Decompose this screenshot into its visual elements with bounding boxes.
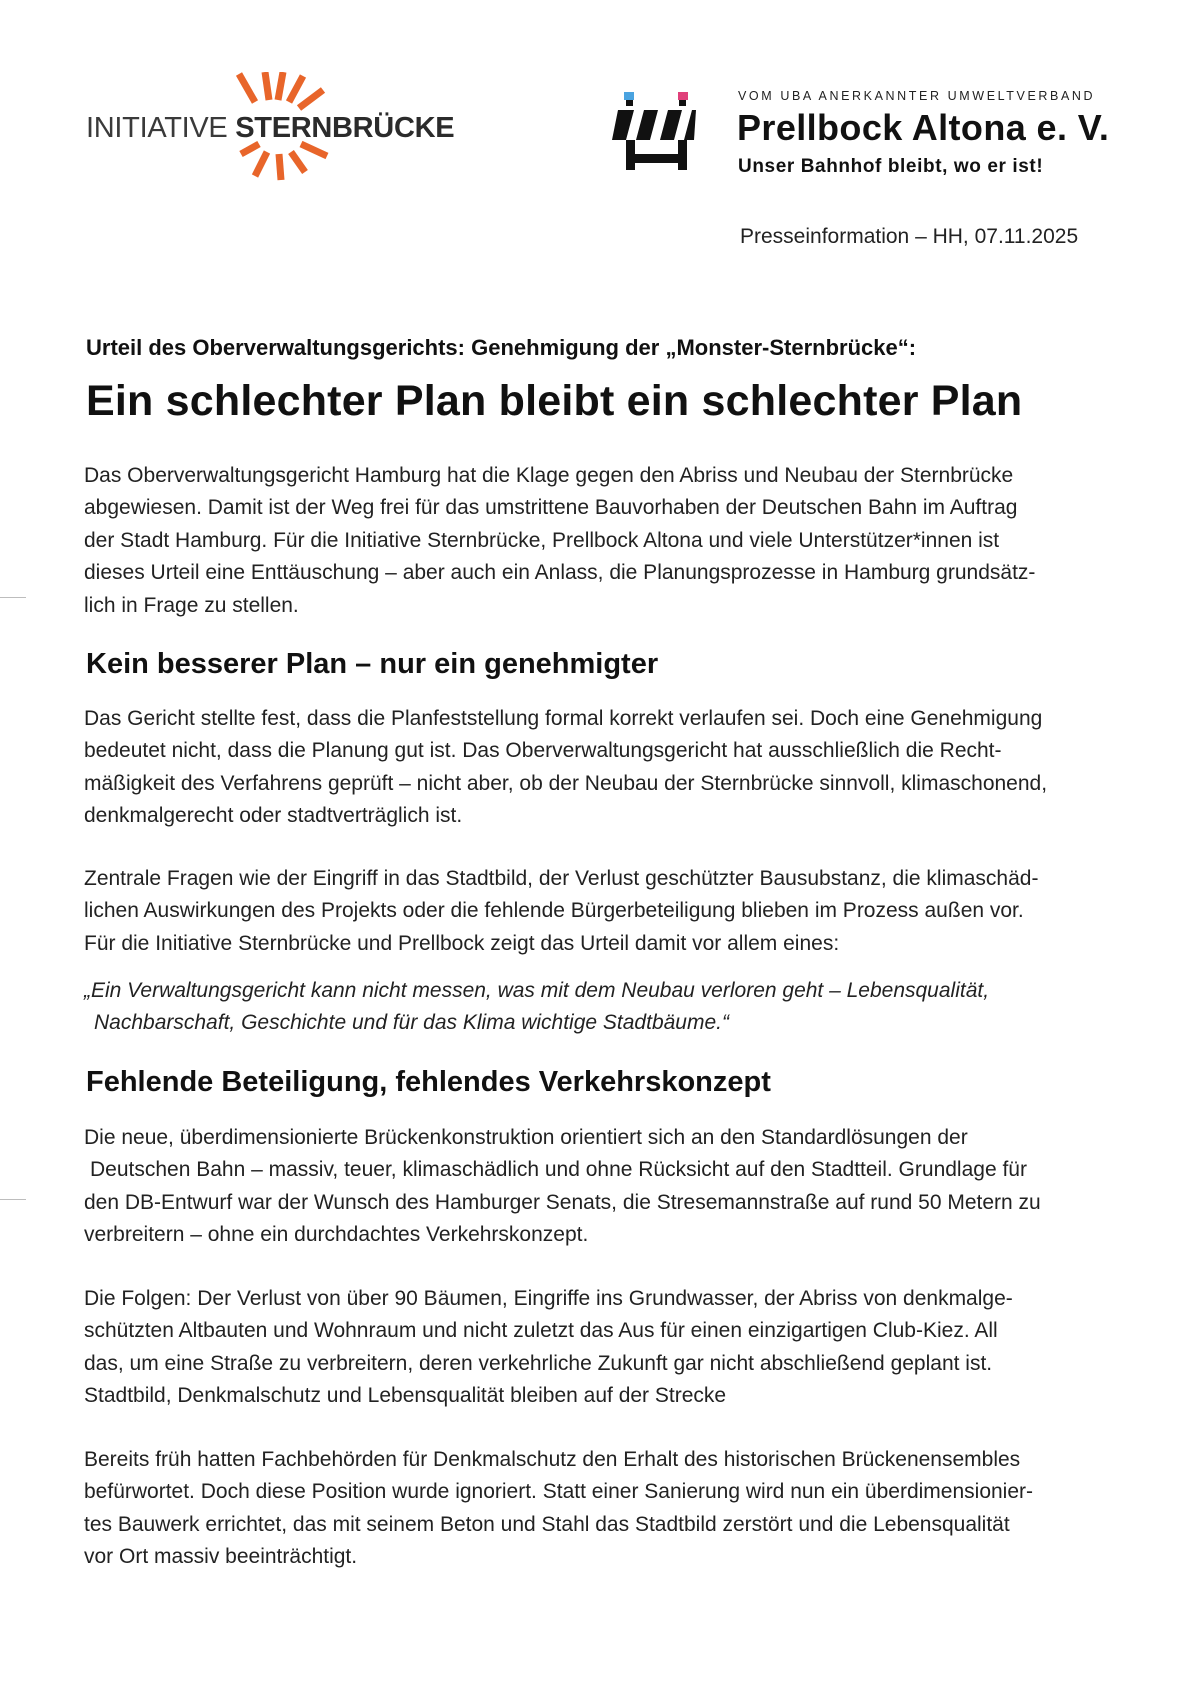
page-title: Ein schlechter Plan bleibt ein schlechter Plan (86, 377, 1023, 425)
text-line: Die Folgen: Der Verlust von über 90 Bäumen, Eingriffe ins Grundwasser, der Abriss von denkmalge- (84, 1287, 1013, 1310)
section-heading: Fehlende Beteiligung, fehlendes Verkehrskonzept (86, 1066, 771, 1098)
text-line: denkmalgerecht oder stadtverträglich ist. (84, 804, 463, 828)
buffer-stop-icon (612, 92, 702, 172)
logo-name: Prellbock Altona e. V. (737, 107, 1110, 148)
text-line: Das Oberverwaltungsgericht Hamburg hat die Klage gegen den Abriss und Neubau der Sternbrücke (84, 464, 1014, 487)
text-line: Das Gericht stellte fest, dass die Planfeststellung formal korrekt verlaufen sei. Doch eine Genehmigung (84, 707, 1043, 730)
text-line: das, um eine Straße zu verbreitern, deren verkehrliche Zukunft gar nicht abschließend geplant ist. (84, 1351, 993, 1375)
text-line: lich in Frage zu stellen. (84, 593, 299, 617)
logo-initiative-sternbruecke (86, 72, 455, 182)
quote-line: „Ein Verwaltungsgericht kann nicht messen, was mit dem Neubau verloren geht – Lebensqualität, (84, 979, 990, 1002)
logo-slogan: Unser Bahnhof bleibt, wo er ist! (738, 156, 1044, 177)
intro-paragraph (84, 460, 1124, 622)
text-line: schützten Altbauten und Wohnraum und nicht zuletzt das Aus für einen einzigartigen Club-Kiez. All (84, 1319, 998, 1343)
text-line: tes Bauwerk errichtet, das mit seinem Beton und Stahl das Stadtbild zerstört und die Lebensqualität (84, 1512, 1010, 1536)
logo-prellbock-altona (612, 86, 1112, 186)
text-line: abgewiesen. Damit ist der Weg frei für das umstrittene Bauvorhaben der Deutschen Bahn im Auftrag (84, 496, 1018, 520)
text-line: Bereits früh hatten Fachbehörden für Denkmalschutz den Erhalt des historischen Brückenensembles (84, 1448, 1021, 1471)
text-line: Stadtbild, Denkmalschutz und Lebensqualität bleiben auf der Strecke (84, 1384, 727, 1408)
press-info-line: Presseinformation – HH, 07.11.2025 (740, 225, 1079, 248)
text-line: verbreitern – ohne ein durchdachtes Verkehrskonzept. (84, 1223, 589, 1247)
text-line: den DB-Entwurf war der Wunsch des Hamburger Senats, die Stresemannstraße auf rund 50 Metern zu (84, 1190, 1041, 1214)
text-line: Zentrale Fragen wie der Eingriff in das Stadtbild, der Verlust geschützter Bausubstanz, die klimaschäd- (84, 867, 1039, 890)
text-line: befürwortet. Doch diese Position wurde ignoriert. Statt einer Sanierung wird nun ein überdimensionier- (84, 1480, 1034, 1504)
section2-paragraph-2 (84, 1283, 1124, 1413)
logo-tagline: VOM UBA ANERKANNTER UMWELTVERBAND (738, 89, 1096, 103)
text-line: der Stadt Hamburg. Für die Initiative Sternbrücke, Prellbock Altona und viele Unterstützer*innen ist (84, 528, 1000, 552)
text-line: lichen Auswirkungen des Projekts oder die fehlende Bürgerbeteiligung blieben im Prozess außen vor. (84, 899, 1024, 923)
section1-paragraph-1 (84, 703, 1124, 833)
text-line: Für die Initiative Sternbrücke und Prellbock zeigt das Urteil damit vor allem eines: (84, 931, 840, 955)
section2-paragraph-1 (84, 1122, 1124, 1252)
text-line: mäßigkeit des Verfahrens geprüft – nicht aber, ob der Neubau der Sternbrücke sinnvoll, klimaschonend, (84, 771, 1048, 795)
section-heading: Kein besserer Plan – nur ein genehmigter (86, 648, 659, 680)
text-line: Deutschen Bahn – massiv, teuer, klimaschädlich und ohne Rücksicht auf den Stadtteil. Grundlage für (90, 1158, 1027, 1182)
section1-paragraph-2 (84, 863, 1124, 960)
text-line: dieses Urteil eine Enttäuschung – aber auch ein Anlass, die Planungsprozesse in Hamburg grundsätz- (84, 561, 1036, 585)
quote (84, 975, 1124, 1040)
text-line: bedeutet nicht, dass die Planung gut ist. Das Oberverwaltungsgericht hat ausschließlich die Recht- (84, 739, 1002, 763)
fold-mark (0, 597, 26, 598)
fold-mark (0, 1199, 26, 1200)
text-line: Die neue, überdimensionierte Brückenkonstruktion orientiert sich an den Standardlösungen der (84, 1126, 968, 1149)
text-line: vor Ort massiv beeinträchtigt. (84, 1545, 358, 1569)
logo-wordmark: INITIATIVE STERNBRÜCKE (86, 112, 455, 144)
section2-paragraph-3 (84, 1444, 1124, 1574)
quote-line: Nachbarschaft, Geschichte und für das Klima wichtige Stadtbäume.“ (94, 1011, 729, 1035)
kicker: Urteil des Oberverwaltungsgerichts: Genehmigung der „Monster-Sternbrücke“: (86, 335, 917, 360)
